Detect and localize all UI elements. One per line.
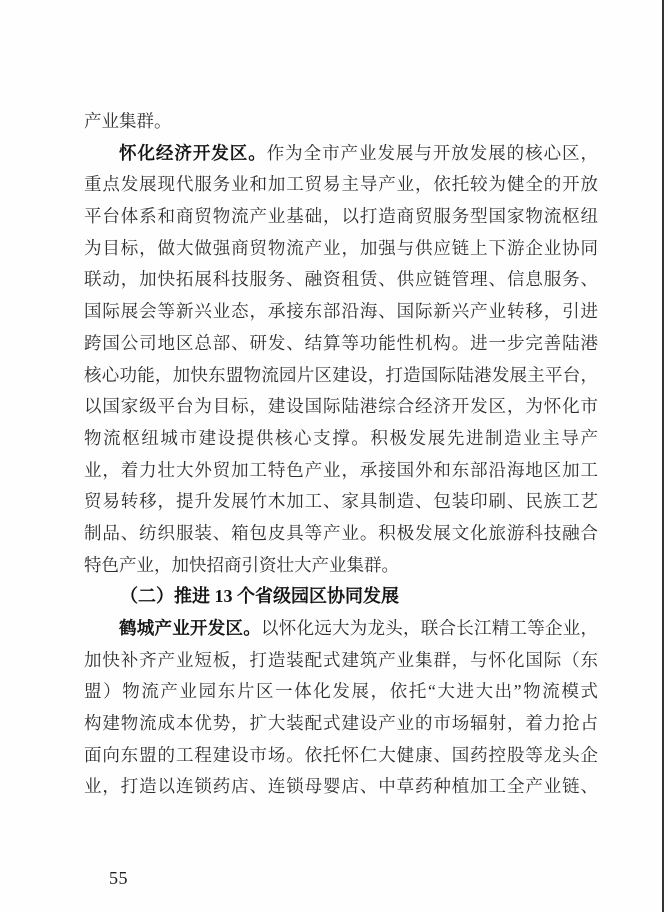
text-line: 国际展会等新兴业态，承接东部沿海、国际新兴产业转移，引进 bbox=[84, 301, 598, 322]
text-line: 构建物流成本优势，扩大装配式建设产业的市场辐射，着力抢占 bbox=[84, 713, 598, 734]
text-line: 联动，加快拓展科技服务、融资租赁、供应链管理、信息服务、 bbox=[84, 269, 598, 290]
text-line: 重点发展现代服务业和加工贸易主导产业，依托较为健全的开放 bbox=[84, 174, 598, 195]
text-line: 制品、纺织服装、箱包皮具等产业。积极发展文化旅游科技融合 bbox=[84, 522, 598, 543]
text-line: 特色产业，加快招商引资壮大产业集群。 bbox=[84, 554, 399, 575]
page-text-block bbox=[84, 106, 598, 803]
text-line: 物流枢纽城市建设提供核心支撑。积极发展先进制造业主导产 bbox=[84, 427, 598, 448]
text-line-paragraph-start bbox=[84, 613, 598, 645]
text-line: 平台体系和商贸物流产业基础，以打造商贸服务型国家物流枢纽 bbox=[84, 206, 598, 227]
paragraph-lead-huaihua: 怀化经济开发区。 bbox=[119, 142, 267, 163]
text-line: 贸易转移，提升发展竹木加工、家具制造、包装印刷、民族工艺 bbox=[84, 491, 598, 512]
page-edge-line bbox=[662, 0, 664, 912]
text-line: 以国家级平台为目标，建设国际陆港综合经济开发区，为怀化市 bbox=[84, 396, 598, 417]
text-line: 产业集群。 bbox=[84, 111, 172, 131]
paragraph-lead-hecheng: 鹤城产业开发区。 bbox=[119, 618, 261, 638]
text-line: 面向东盟的工程建设市场。依托怀仁大健康、国药控股等龙头企 bbox=[84, 744, 598, 765]
text-line-rest: 以怀化远大为龙头，联合长江精工等企业， bbox=[261, 618, 598, 638]
text-line-paragraph-start bbox=[84, 138, 598, 170]
text-line: 跨国公司地区总部、研发、结算等功能性机构。进一步完善陆港 bbox=[84, 332, 598, 353]
text-line: 盟）物流产业园东片区一体化发展，依托“大进大出”物流模式 bbox=[84, 681, 598, 702]
text-line: 加快补齐产业短板，打造装配式建筑产业集群，与怀化国际（东 bbox=[84, 649, 598, 670]
text-line: 业，打造以连锁药店、连锁母婴店、中草药种植加工全产业链、 bbox=[84, 776, 598, 797]
page-number: 55 bbox=[109, 868, 128, 888]
section-heading: （二）推进 13 个省级园区协同发展 bbox=[120, 586, 399, 607]
text-line: 业，着力壮大外贸加工特色产业，承接国外和东部沿海地区加工 bbox=[84, 459, 598, 480]
text-line-rest: 作为全市产业发展与开放发展的核心区， bbox=[266, 142, 599, 163]
text-line: 核心功能，加快东盟物流园片区建设，打造国际陆港发展主平台， bbox=[84, 364, 598, 385]
text-line: 为目标，做大做强商贸物流产业，加强与供应链上下游企业协同 bbox=[84, 237, 598, 258]
